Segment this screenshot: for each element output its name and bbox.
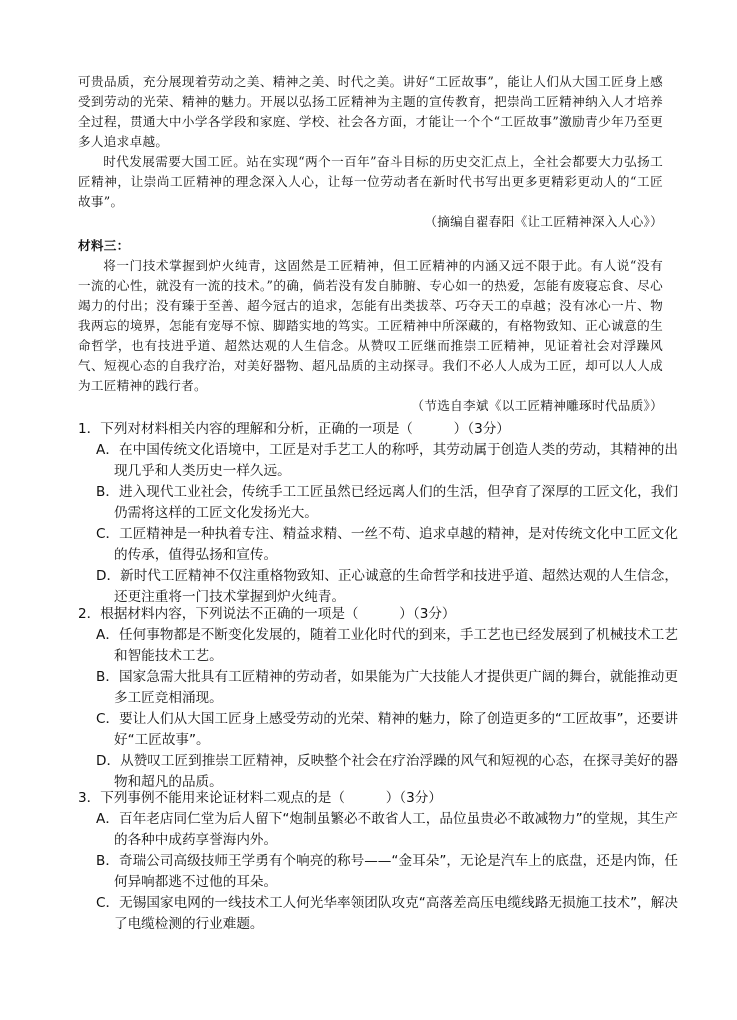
- question-stem: 1．下列对材料相关内容的理解和分析，正确的一项是（ ）（3分）: [78, 421, 510, 437]
- material-two-paragraph-2: 时代发展需要大国工匠。站在实现“两个一百年”奋斗目标的历史交汇点上，全社会都要大力弘扬工匠精神，让崇尚工匠精神的理念深入人心，让每一位劳动者在新时代书写出更多更精彩更动人的“工匠故事”。: [78, 154, 663, 209]
- option-a: A．在中国传统文化语境中，工匠是对手艺工人的称呼，其劳动属于创造人类的劳动，其精神的出现几乎和人类历史一样久远。: [96, 442, 678, 479]
- option-b: B．进入现代工业社会，传统手工工匠虽然已经远离人们的生活，但孕育了深厚的工匠文化，我们仍需将这样的工匠文化发扬光大。: [96, 484, 678, 521]
- option-b: B．奇瑞公司高级技师王学勇有个响亮的称号——“金耳朵”，无论是汽车上的底盘，还是内饰，任何异响都逃不过他的耳朵。: [96, 853, 678, 890]
- question-2: [78, 604, 678, 793]
- question-stem: 2．根据材料内容，下列说法不正确的一项是（ ）（3分）: [78, 606, 456, 622]
- option-d: D．从赞叹工匠到推崇工匠精神，反映整个社会在疗治浮躁的风气和短视的心态，在探寻美好的器物和超凡的品质。: [96, 753, 678, 790]
- material-two-source: （摘编自翟春阳《让工匠精神深入人心》）: [424, 214, 663, 229]
- question-3: [78, 788, 678, 935]
- question-stem: 3．下列事例不能用来论证材料二观点的是（ ）（3分）: [78, 790, 442, 806]
- option-c: C．要让人们从大国工匠身上感受劳动的光荣、精神的魅力，除了创造更多的“工匠故事”，还要讲好“工匠故事”。: [96, 711, 678, 748]
- material-two-tail: [78, 72, 663, 232]
- material-three-label: 材料三：: [78, 238, 130, 253]
- material-three-source: （节选自李斌《以工匠精神雕琢时代品质》）: [411, 398, 663, 413]
- material-two-paragraph-1: 可贵品质，充分展现着劳动之美、精神之美、时代之美。讲好“工匠故事”，能让人们从大国工匠身上感受到劳动的光荣、精神的魅力。开展以弘扬工匠精神为主题的宣传教育，把崇尚工匠精神纳入人才培养全过程，贯通大中小学各学段和家庭、学校、社会各方面，才能让一个个“工匠故事”激励青少年乃至更多人追求卓越。: [78, 74, 663, 149]
- option-a: A．百年老店同仁堂为后人留下“炮制虽繁必不敢省人工，品位虽贵必不敢减物力”的堂规，其生产的各种中成药享誉海内外。: [96, 811, 678, 848]
- option-a: A．任何事物都是不断变化发展的，随着工业化时代的到来，手工艺也已经发展到了机械技术工艺和智能技术工艺。: [96, 627, 678, 664]
- option-d: D．新时代工匠精神不仅注重格物致知、正心诚意的生命哲学和技进乎道、超然达观的人生信念，还更注重将一门技术掌握到炉火纯青。: [96, 568, 678, 605]
- material-three-paragraph: 将一门技术掌握到炉火纯青，这固然是工匠精神，但工匠精神的内涵又远不限于此。有人说“没有一流的心性，就没有一流的技术。”的确，倘若没有发自肺腑、专心如一的热爱，怎能有废寝忘食、尽心竭力的付出；没有臻于至善、超今冠古的追求，怎能有出类拔萃、巧夺天工的卓越；没有冰心一片、物我两忘的境界，怎能有宠辱不惊、脚踏实地的笃实。工匠精神中所深藏的，有格物致知、正心诚意的生命哲学，也有技进乎道、超然达观的人生信念。从赞叹工匠继而推崇工匠精神，见证着社会对浮躁风气、短视心态的自我疗治，对美好器物、超凡品质的主动探寻。我们不必人人成为工匠，却可以人人成为工匠精神的践行者。: [78, 258, 663, 393]
- question-1: [78, 419, 678, 608]
- option-b: B．国家急需大批具有工匠精神的劳动者，如果能为广大技能人才提供更广阔的舞台，就能推动更多工匠竞相涌现。: [96, 669, 678, 706]
- option-c: C．工匠精神是一种执着专注、精益求精、一丝不苟、追求卓越的精神，是对传统文化中工匠文化的传承，值得弘扬和宣传。: [96, 526, 678, 563]
- material-three: [78, 236, 663, 416]
- option-c: C．无锡国家电网的一线技术工人何光华率领团队攻克“高落差高压电缆线路无损施工技术”，解决了电缆检测的行业难题。: [96, 895, 678, 932]
